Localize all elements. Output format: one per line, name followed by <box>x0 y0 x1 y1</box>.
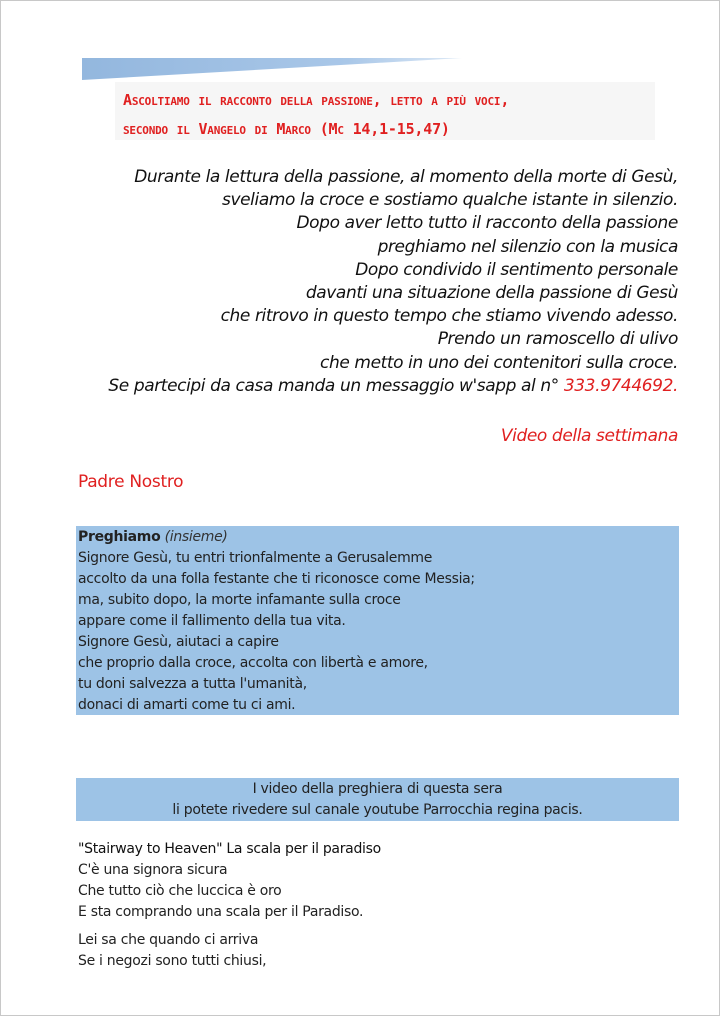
intro-line: sveliamo la croce e sostiamo qualche istante in silenzio. <box>222 190 678 211</box>
song-lyrics <box>78 839 678 972</box>
heading-line-2: secondo il Vangelo di Marco (Mc 14,1-15,47) <box>123 120 450 138</box>
intro-line: Prendo un ramoscello di ulivo <box>437 329 678 350</box>
prayer-line: donaci di amarti come tu ci ami. <box>78 697 296 713</box>
stanza-gap <box>78 923 678 930</box>
intro-paragraph <box>78 166 678 398</box>
section-heading <box>123 86 663 144</box>
intro-line: Durante la lettura della passione, al momento della morte di Gesù, <box>134 167 678 187</box>
intro-last-line <box>78 375 678 398</box>
video-notice <box>76 779 679 820</box>
intro-line: Dopo condivido il sentimento personale <box>355 259 678 280</box>
padre-nostro-heading: Padre Nostro <box>78 472 184 492</box>
lyric-line: E sta comprando una scala per il Paradiso. <box>78 904 364 920</box>
prayer-line: Signore Gesù, aiutaci a capire <box>78 634 279 650</box>
lyric-line: C'è una signora sicura <box>78 862 228 878</box>
phone-number: 333.9744692. <box>563 375 678 396</box>
intro-line: che ritrovo in questo tempo che stiamo vivendo adesso. <box>220 306 678 327</box>
intro-line: preghiamo nel silenzio con la musica <box>377 236 678 257</box>
heading-line-1: Ascoltiamo il racconto della passione, letto a più voci, <box>123 91 510 109</box>
intro-message-text: Se partecipi da casa manda un messaggio w'sapp al n° <box>108 375 564 396</box>
lyric-line: Se i negozi sono tutti chiusi, <box>78 953 267 969</box>
prayer-line: accolto da una folla festante che ti riconosce come Messia; <box>78 571 475 587</box>
video-of-the-week-link[interactable]: Video della settimana <box>500 426 678 446</box>
intro-line: Dopo aver letto tutto il racconto della passione <box>296 213 678 234</box>
lyric-line: Lei sa che quando ci arriva <box>78 932 259 948</box>
prayer-subtitle: (insieme) <box>164 529 228 545</box>
prayer-line: che proprio dalla croce, accolta con libertà e amore, <box>78 655 428 671</box>
intro-line: che metto in uno dei contenitori sulla croce. <box>320 352 678 373</box>
video-notice-line-1: I video della preghiera di questa sera <box>252 781 503 797</box>
prayer-line: tu doni salvezza a tutta l'umanità, <box>78 676 307 692</box>
prayer-text <box>78 527 678 716</box>
prayer-line: ma, subito dopo, la morte infamante sulla croce <box>78 592 401 608</box>
intro-line: davanti una situazione della passione di Gesù <box>305 283 678 304</box>
song-title: "Stairway to Heaven" La scala per il paradiso <box>78 841 381 857</box>
prayer-title: Preghiamo <box>78 529 161 545</box>
prayer-line: appare come il fallimento della tua vita. <box>78 613 346 629</box>
video-notice-line-2: li potete rivedere sul canale youtube Parrocchia regina pacis. <box>172 801 583 818</box>
lyric-line: Che tutto ciò che luccica è oro <box>78 883 282 899</box>
prayer-line: Signore Gesù, tu entri trionfalmente a Gerusalemme <box>78 550 433 566</box>
